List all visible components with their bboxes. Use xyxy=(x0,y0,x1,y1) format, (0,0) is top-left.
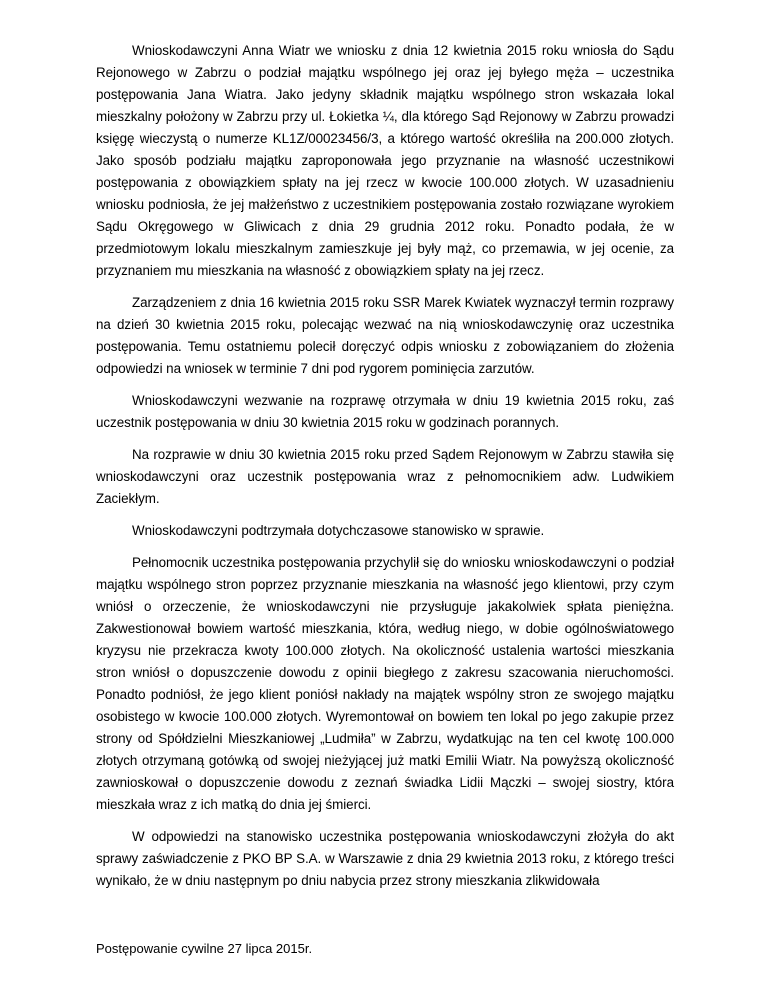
paragraph-5: Wnioskodawczyni podtrzymała dotychczasowe stanowisko w sprawie. xyxy=(132,523,545,538)
page-footer: Postępowanie cywilne 27 lipca 2015r. xyxy=(96,941,313,956)
paragraph-4: Na rozprawie w dniu 30 kwietnia 2015 roku przed Sądem Rejonowym w Zabrzu stawiła się wnioskodawczyni oraz uczestnik postępowania wraz z pełnomocnikiem adw. Ludwikiem Zaciekłym. xyxy=(96,447,674,506)
paragraph-1: Wnioskodawczyni Anna Wiatr we wniosku z dnia 12 kwietnia 2015 roku wniosła do Sądu Rejonowego w Zabrzu o podział majątku wspólnego jej oraz jej byłego męża – uczestnika postępowania Jana Wiatra. Jako jedyny składnik majątku wspólnego stron wskazała lokal mieszkalny położony w Zabrzu przy ul. Łokietka ¼, dla którego Sąd Rejonowy w Zabrzu prowadzi księgę wieczystą o numerze KL1Z/00023456/3, a którego wartość określiła na 200.000 złotych. Jako sposób podziału majątku zaproponowała jego przyznanie na własność uczestnikowi postępowania z obowiązkiem spłaty na jej rzecz w kwocie 100.000 złotych. W uzasadnieniu wniosku podniosła, że jej małżeństwo z uczestnikiem postępowania zostało rozwiązane wyrokiem Sądu Okręgowego w Gliwicach z dnia 29 grudnia 2012 roku. Ponadto podała, że w przedmiotowym lokalu mieszkalnym zamieszkuje jej były mąż, co przemawia, w jej ocenie, za przyznaniem mu mieszkania na własność z obowiązkiem spłaty na jej rzecz. xyxy=(96,43,674,278)
paragraph-3: Wnioskodawczyni wezwanie na rozprawę otrzymała w dniu 19 kwietnia 2015 roku, zaś uczestnik postępowania w dniu 30 kwietnia 2015 roku w godzinach porannych. xyxy=(96,393,674,430)
paragraph-7: W odpowiedzi na stanowisko uczestnika postępowania wnioskodawczyni złożyła do akt sprawy zaświadczenie z PKO BP S.A. w Warszawie z dnia 29 kwietnia 2013 roku, z którego treści wynikało, że w dniu następnym po dniu nabycia przez strony mieszkania zlikwidowała xyxy=(96,829,674,888)
paragraph-6: Pełnomocnik uczestnika postępowania przychylił się do wniosku wnioskodawczyni o podział majątku wspólnego stron poprzez przyznanie mieszkania na własność jego klientowi, przy czym wniósł o orzeczenie, że wnioskodawczyni nie przysługuje jakakolwiek spłata pieniężna. Zakwestionował bowiem wartość mieszkania, która, według niego, w dobie ogólnoświatowego kryzysu nie przekracza kwoty 100.000 złotych. Na okoliczność ustalenia wartości mieszkania stron wniósł o dopuszczenie dowodu z opinii biegłego z zakresu szacowania nieruchomości. Ponadto podniósł, że jego klient poniósł nakłady na majątek wspólny stron ze swojego majątku osobistego w kwocie 100.000 złotych. Wyremontował on bowiem ten lokal po jego zakupie przez strony od Spółdzielni Mieszkaniowej „Ludmiła” w Zabrzu, wydatkując na ten cel kwotę 100.000 złotych otrzymaną gotówką od swojej nieżyjącej już matki Emilii Wiatr. Na powyższą okoliczność zawnioskował o dopuszczenie dowodu z zeznań świadka Lidii Mączki – swojej siostry, która mieszkała wraz z ich matką do dnia jej śmierci. xyxy=(96,555,674,812)
document-body xyxy=(96,40,674,902)
paragraph-2: Zarządzeniem z dnia 16 kwietnia 2015 roku SSR Marek Kwiatek wyznaczył termin rozprawy na dzień 30 kwietnia 2015 roku, polecając wezwać na nią wnioskodawczynię oraz uczestnika postępowania. Temu ostatniemu polecił doręczyć odpis wniosku z zobowiązaniem do złożenia odpowiedzi na wniosek w terminie 7 dni pod rygorem pominięcia zarzutów. xyxy=(96,295,674,376)
